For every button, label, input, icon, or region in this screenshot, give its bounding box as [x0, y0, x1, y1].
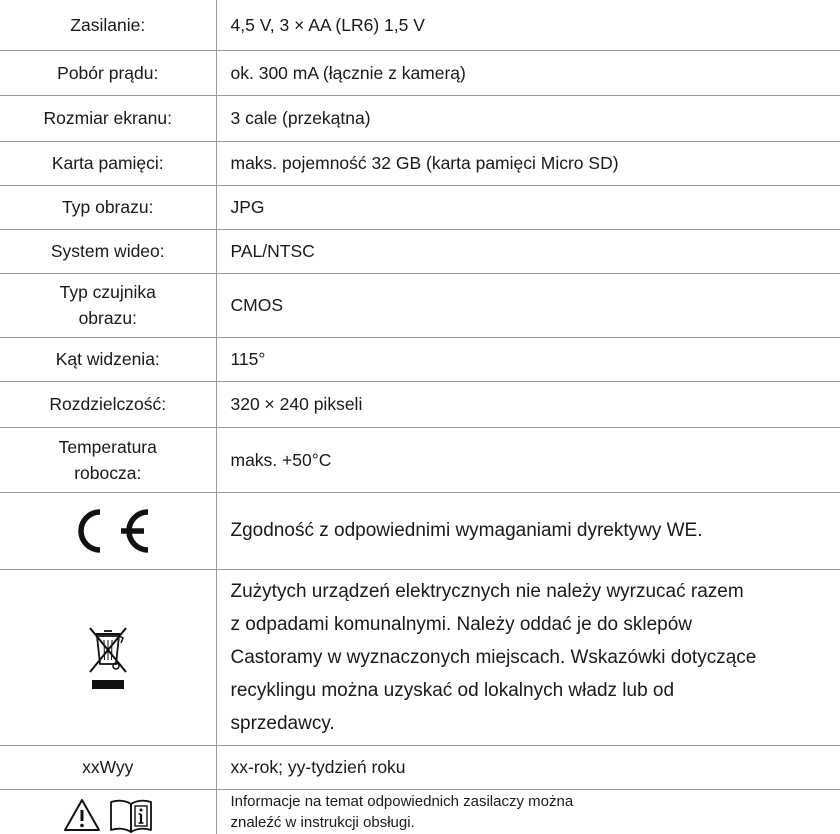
- spec-value: CMOS: [216, 273, 840, 337]
- spec-value: 320 × 240 pikseli: [216, 381, 840, 427]
- spec-value: ok. 300 mA (łącznie z kamerą): [216, 50, 840, 95]
- spec-label: [0, 427, 216, 492]
- table-row: [0, 229, 840, 273]
- ce-mark-icon: [60, 508, 156, 554]
- spec-value: PAL/NTSC: [216, 229, 840, 273]
- spec-label: Kąt widzenia:: [0, 337, 216, 381]
- spec-label-line: Temperatura: [58, 436, 157, 457]
- table-row: [0, 492, 840, 569]
- spec-label: Karta pamięci:: [0, 141, 216, 185]
- spec-label: Zasilanie:: [0, 0, 216, 50]
- weee-line: Zużytych urządzeń elektrycznych nie należy wyrzucać razem: [230, 580, 744, 602]
- spec-label-line: obrazu:: [78, 308, 137, 328]
- table-row: [0, 427, 840, 492]
- table-row: [0, 273, 840, 337]
- spec-label: Rozmiar ekranu:: [0, 95, 216, 141]
- table-row: [0, 50, 840, 95]
- info-description: [216, 789, 840, 834]
- table-row: [0, 141, 840, 185]
- date-code-value: xx-rok; yy-tydzień roku: [216, 745, 840, 789]
- spec-value: 4,5 V, 3 × AA (LR6) 1,5 V: [216, 0, 840, 50]
- icon-cell: [0, 492, 216, 569]
- table-row: [0, 789, 840, 834]
- table-row: [0, 569, 840, 745]
- table-row: [0, 337, 840, 381]
- spec-value: JPG: [216, 185, 840, 229]
- table-row: [0, 381, 840, 427]
- weee-line: recyklingu można uzyskać od lokalnych władz lub od: [230, 679, 675, 701]
- weee-line: Castoramy w wyznaczonych miejscach. Wskazówki dotyczące: [230, 646, 757, 668]
- date-code-label: xxWyy: [0, 745, 216, 789]
- spec-label: Typ obrazu:: [0, 185, 216, 229]
- info-line: Informacje na temat odpowiednich zasilaczy można: [230, 792, 574, 810]
- spec-label-line: Typ czujnika: [59, 282, 156, 302]
- icon-cell: [0, 569, 216, 745]
- weee-line: z odpadami komunalnymi. Należy oddać je do sklepów: [230, 613, 693, 635]
- icon-cell: [0, 789, 216, 834]
- spec-value: 115°: [216, 337, 840, 381]
- spec-value: 3 cale (przekątna): [216, 95, 840, 141]
- warning-triangle-icon: [62, 797, 102, 833]
- table-row: [0, 185, 840, 229]
- spec-value: maks. pojemność 32 GB (karta pamięci Micro SD): [216, 141, 840, 185]
- spec-value: maks. +50°C: [216, 427, 840, 492]
- weee-line: sprzedawcy.: [230, 712, 335, 734]
- spec-label: System wideo:: [0, 229, 216, 273]
- spec-label: [0, 273, 216, 337]
- table-row: [0, 0, 840, 50]
- info-line: znaleźć w instrukcji obsługi.: [230, 813, 415, 831]
- spec-label: Pobór prądu:: [0, 50, 216, 95]
- instruction-manual-icon: [108, 797, 154, 833]
- table-row: [0, 95, 840, 141]
- spec-label-line: robocza:: [74, 462, 142, 483]
- crossed-out-wheelie-bin-icon: [84, 624, 132, 690]
- weee-description: [216, 569, 840, 745]
- ce-description: Zgodność z odpowiednimi wymaganiami dyrektywy WE.: [216, 492, 840, 569]
- table-row: [0, 745, 840, 789]
- spec-label: Rozdzielczość:: [0, 381, 216, 427]
